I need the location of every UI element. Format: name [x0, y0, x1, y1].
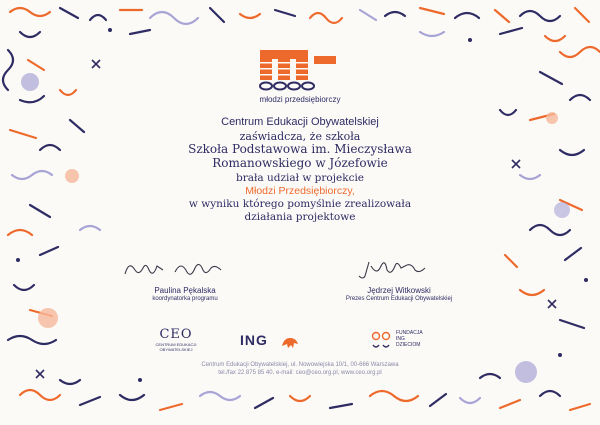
handwritten-signature-pekalska: [115, 258, 255, 280]
ceo-logo-text: CEO: [159, 327, 193, 342]
school-name-line2: Romanowskiego w Józefowie: [212, 156, 388, 170]
fundacja-line2: ING: [396, 336, 405, 342]
footer-address: Centrum Edukacji Obywatelskiej, ul. Nowowiejska 10/1, 00-666 Warszawa: [201, 362, 399, 368]
ing-logo: ING: [240, 332, 268, 348]
issuer-name: Centrum Edukacji Obywatelskiej: [221, 116, 379, 128]
children-faces-icon: [370, 330, 392, 352]
handwritten-signature-witkowski: [329, 258, 469, 280]
signature-block-president: [314, 258, 484, 302]
signature-block-coordinator: [105, 258, 265, 302]
fundacja-ing-dzieciom-logo: [370, 330, 423, 357]
ceo-logo-subtext: CENTRUM EDUKACJI OBYWATELSKIEJ: [155, 342, 197, 352]
fundacja-line3: DZIECIOM: [396, 342, 421, 348]
project-name: Młodzi Przedsiębiorczy,: [245, 185, 355, 197]
result-line1: w wyniku którego pomyślnie zrealizowała: [188, 198, 412, 210]
signer-name: Paulina Pękalska: [154, 286, 216, 295]
signer-role: Prezes Centrum Edukacji Obywatelskiej: [345, 296, 453, 302]
signer-role: koordynatorka programu: [152, 296, 218, 302]
partner-logos: [140, 328, 470, 356]
took-part-line: brała udział w projekcie: [235, 172, 365, 184]
ceo-logo: [150, 328, 202, 352]
footer-contact: tel./fax 22 875 85 40, e-mail: ceo@ceo.org.pl, www.ceo.org.pl: [218, 370, 382, 376]
logo-subtitle: młodzi przedsiębiorczy: [259, 95, 341, 104]
fundacja-line1: FUNDACJA: [396, 330, 423, 336]
school-name-line1: Szkoła Podstawowa im. Mieczysława: [188, 142, 412, 156]
result-line2: działania projektowe: [244, 211, 356, 223]
lion-icon: [280, 334, 300, 348]
signer-name: Jędrzej Witkowski: [367, 286, 431, 295]
attests-line: zaświadcza, że szkoła: [239, 130, 361, 143]
